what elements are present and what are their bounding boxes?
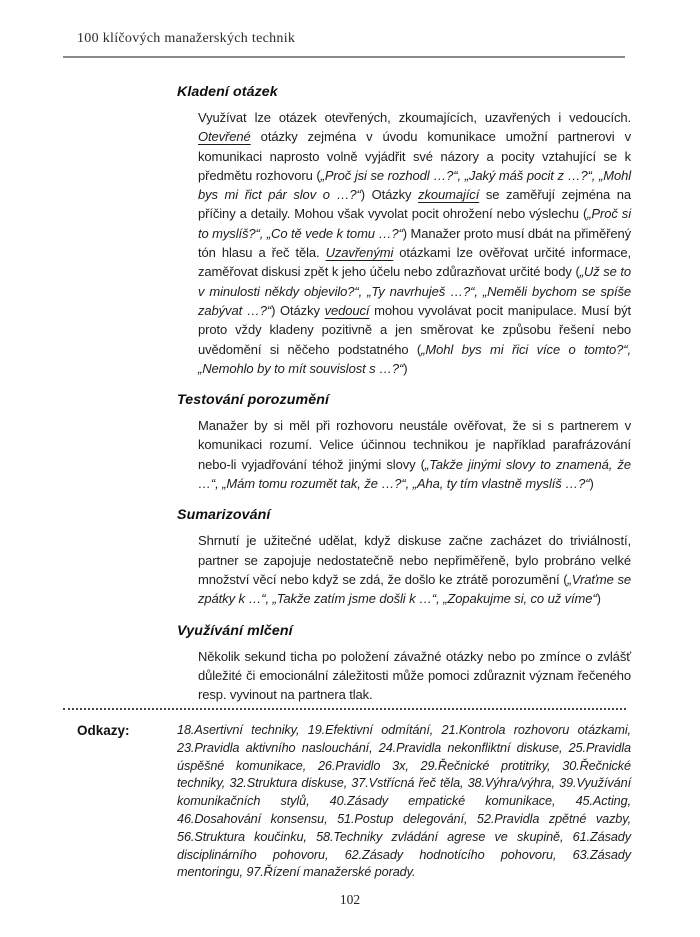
section-heading: Kladení otázek <box>177 84 278 100</box>
header-rule <box>63 56 625 58</box>
page-content <box>177 84 631 704</box>
section-paragraph: Několik sekund ticha po položení závažné otázky nebo po zmínce o zvlášť důležité či emocionální záležitosti může pomoci zdůraznit význam řečeného resp. vyvinout na partnera tlak. <box>198 648 631 703</box>
section-heading: Testování porozumění <box>177 392 330 409</box>
section-paragraph: Manažer by si měl při rozhovoru neustále ověřovat, že si s partnerem v komunikaci rozumí. Velice účinnou technikou je například parafrázování nebo-li vyjadřování téhož jinými slovy („Takže jinými slovy to znamená, že …“, „Mám tomu rozumět tak, že …?“, „Aha, ty tím vlastně myslíš …?“) <box>198 418 631 492</box>
section-heading: Sumarizování <box>177 507 271 524</box>
section-heading: Využívání mlčení <box>177 622 293 639</box>
section-testovani-porozumeni <box>177 392 631 493</box>
section-kladeni-otazek <box>177 84 631 378</box>
section-sumarizovani <box>177 507 631 608</box>
page-number: 102 <box>339 892 361 907</box>
references-text: 18.Asertivní techniky, 19.Efektivní odmítání, 21.Kontrola rozhovoru otázkami, 23.Pravidla aktivního naslouchání, 24.Pravidla nekonfliktní diskuse, 25.Pravidla úspěšné komunikace, 26.Pravidlo 3x, 29.Řečnické protitriky, 30.Řečnické techniky, 32.Struktura diskuse, 37.Vstřícná řeč těla, 38.Výhra/výhra, 39.Využívání komunikačních stylů, 40.Zásady empatické komunikace, 45.Acting, 46.Dosahování konsensu, 51.Postup delegování, 52.Pravidla zpětné vazby, 56.Struktura koučinku, 58.Techniky zvládání agrese ve skupině, 61.Zásady disciplinárního pohovoru, 62.Zásady hodnotícího pohovoru, 63.Zásady mentoringu, 97.Řízení manažerské porady. <box>177 723 631 880</box>
dotted-divider <box>63 708 626 710</box>
section-vyuzivani-mlceni <box>177 623 631 705</box>
section-paragraph: Využívat lze otázek otevřených, zkoumajících, uzavřených i vedoucích. Otevřené otázky zejména v úvodu komunikace umožní partnerovi v komunikaci naprosto volně vyjádřit své názory a pocity vztahující se k předmětu rozhovoru („Proč jsi se rozhodl …?“, „Jaký máš pocit z …?“, „Mohl bys mi řict pár slov o …?“) Otázky zkoumající se zaměřují zejména na příčiny a detaily. Mohou však vyvolat pocit ohrožení nebo výslechu („Proč si to myslíš?“, „Co tě vede k tomu …?“) Manažer proto musí dbát na přiměřený tón hlasu a řeč těla. Uzavřenými otázkami lze ověřovat určité informace, zaměřovat diskusi zpět k jeho účelu nebo zdůrazňovat určité body („Už se to v minulosti někdy objevilo?“, „Ty navrhuješ …?“, „Neměli bychom se spíše zabývat …?“) Otázky vedoucí mohou vyvolávat pocit manipulace. Musí být proto vždy kladeny pozitivně a jen směrovat ke způsobu řešení nebo uvědomění si něčeho podstatného („Mohl bys mi řici více o tomto?“, „Nemohlo by to mít souvislost s …?“) <box>198 110 632 376</box>
section-paragraph: Shrnutí je užitečné udělat, když diskuse začne zacházet do triviálností, partner se zapojuje nedostatečně nebo nepřiměřeně, bylo probráno velké množství věcí nebo když se zdá, že došlo ke ztrátě porozumění („Vraťme se zpátky k …“, „Takže zatím jsme došli k …“, „Zopakujme si, co už víme“) <box>198 533 631 607</box>
references-label: Odkazy: <box>77 723 130 738</box>
running-header: 100 klíčových manažerských technik <box>77 31 296 46</box>
references-block <box>63 722 631 882</box>
